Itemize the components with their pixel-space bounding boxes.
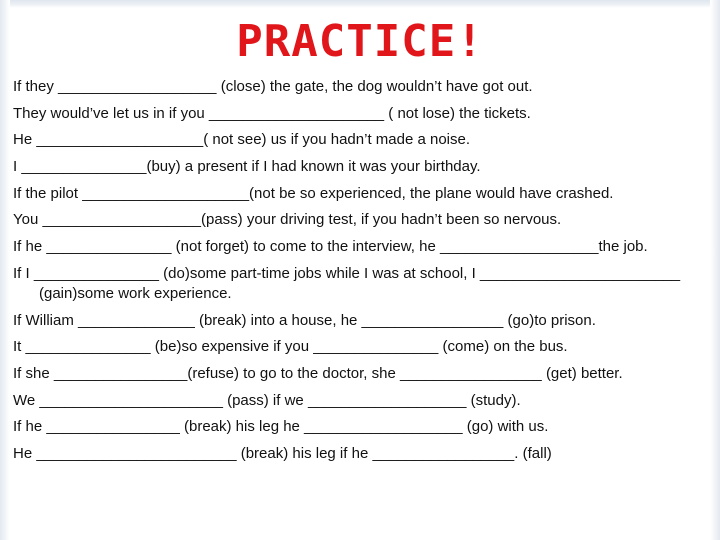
exercise-sentence-8: If I _______________ (do)some part-time jobs while I was at school, I ________________________ (gain)some work experience. <box>13 264 681 302</box>
exercise-sentence-4: I _______________(buy) a present if I had known it was your birthday. <box>13 158 481 176</box>
exercise-sentence-14: He ________________________ (break) his leg if he _________________. (fall) <box>13 444 552 462</box>
page-title: PRACTICE! <box>236 16 484 67</box>
exercise-sentence-12: We ______________________ (pass) if we ___________________ (study). <box>13 391 521 409</box>
left-edge-shading <box>0 0 10 540</box>
exercise-sentence-9: If William ______________ (break) into a house, he _________________ (go)to prison. <box>13 311 596 329</box>
exercise-sentence-10: It _______________ (be)so expensive if you _______________ (come) on the bus. <box>13 338 568 356</box>
exercise-sentence-5: If the pilot ____________________(not be so experienced, the plane would have crashed. <box>13 184 614 202</box>
exercise-sentence-3: He ____________________( not see) us if you hadn’t made a noise. <box>13 131 471 149</box>
exercise-sentence-2: They would’ve let us in if you _____________________ ( not lose) the tickets. <box>13 104 531 122</box>
exercise-sentence-11: If she ________________(refuse) to go to the doctor, she _________________ (get) better. <box>13 364 623 382</box>
exercise-sentence-7: If he _______________ (not forget) to come to the interview, he ___________________the job. <box>13 238 648 256</box>
top-band <box>0 0 720 8</box>
exercise-sentence-1: If they ___________________ (close) the gate, the dog wouldn’t have got out. <box>13 78 533 95</box>
exercise-sentence-13: If he ________________ (break) his leg he ___________________ (go) with us. <box>13 418 549 436</box>
exercise-list <box>13 77 713 471</box>
exercise-sentence-6: You ___________________(pass) your driving test, if you hadn’t been so nervous. <box>13 211 562 229</box>
